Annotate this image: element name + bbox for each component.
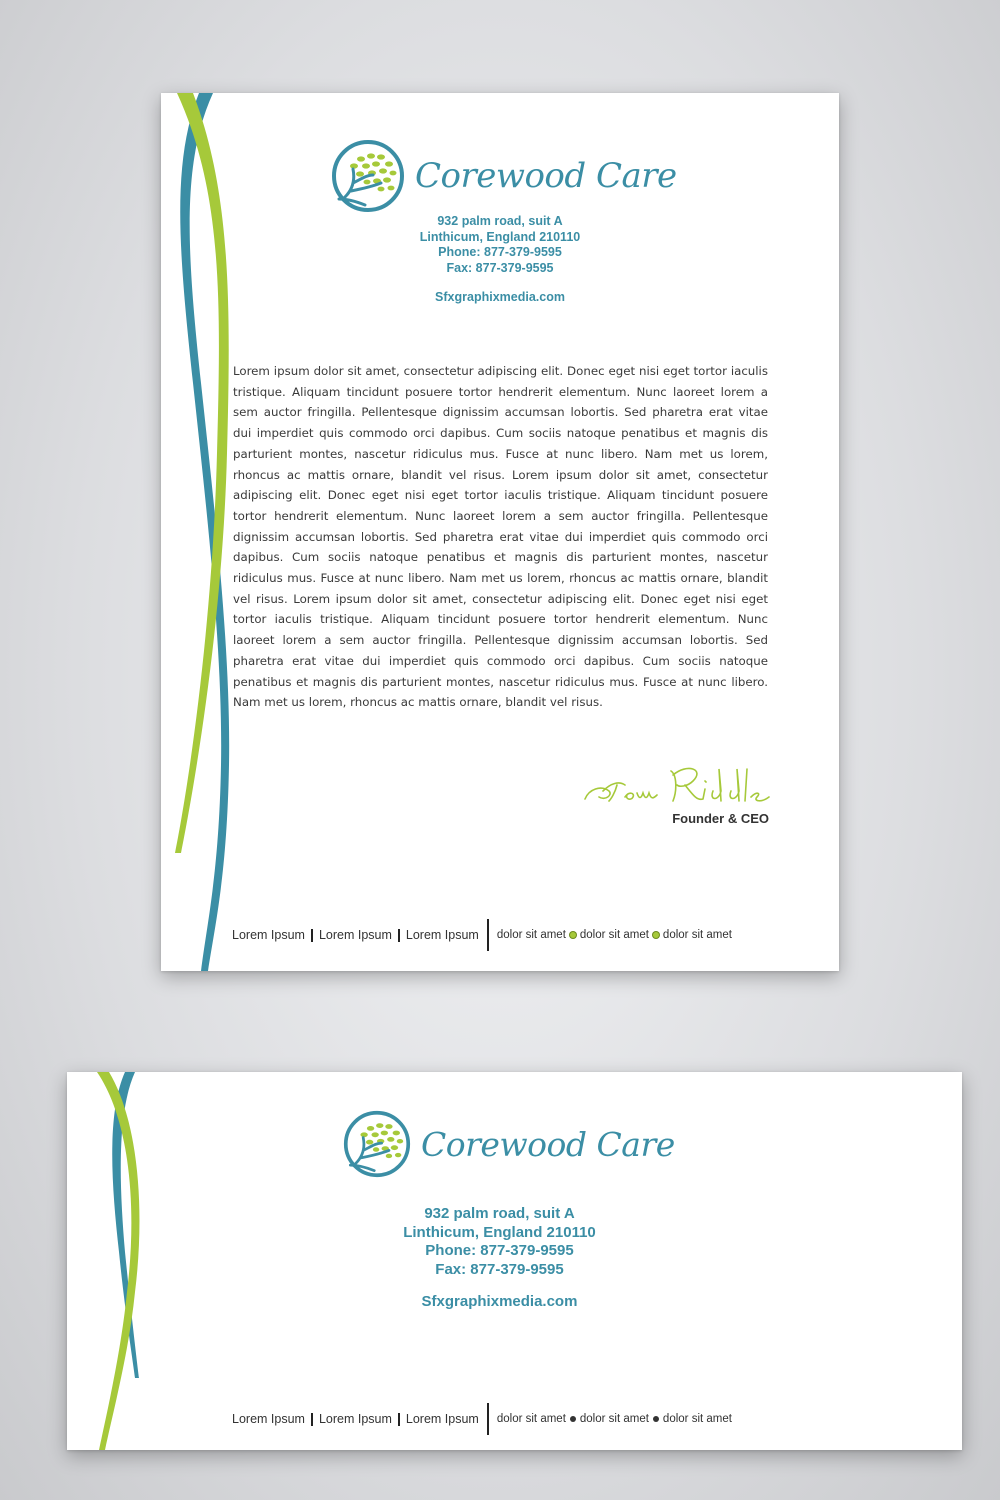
footer-right-item: dolor sit amet <box>496 929 566 941</box>
footer-divider <box>487 1403 489 1435</box>
footer-left-item: Lorem Ipsum <box>318 1412 392 1426</box>
footer-right-item: dolor sit amet <box>662 929 732 941</box>
tree-in-circle-icon <box>343 1110 411 1178</box>
footer-separator <box>311 1413 313 1426</box>
address-phone: Phone: 877-379-9595 <box>425 1242 574 1259</box>
address-block <box>375 214 625 306</box>
bullet-dot-icon <box>653 932 659 938</box>
address-block <box>357 1205 642 1312</box>
company-logo <box>343 1110 675 1178</box>
footer-divider <box>487 919 489 951</box>
envelope-footer <box>232 1403 732 1435</box>
footer-left-item: Lorem Ipsum <box>232 928 305 942</box>
address-street: 932 palm road, suit A <box>437 214 563 228</box>
signer-title: Founder & CEO <box>672 811 769 826</box>
footer-left-item: Lorem Ipsum <box>405 928 479 942</box>
footer-right-item: dolor sit amet <box>496 1413 566 1425</box>
footer-right-item: dolor sit amet <box>579 929 649 941</box>
company-name: Corewood Care <box>415 156 677 196</box>
website-link[interactable]: Sfxgraphixmedia.com <box>435 290 565 304</box>
bullet-dot-icon <box>570 1416 576 1422</box>
envelope-sheet <box>67 1072 962 1450</box>
letter-body: Lorem ipsum dolor sit amet, consectetur adipiscing elit. Donec eget nisi eget tortor iaculis tristique. Aliquam tincidunt posuere tortor hendrerit elementum. Nunc laoreet lorem a sem auctor fringilla. Pellentesque dignissim accumsan lobortis. Sed pharetra erat vitae dui imperdiet quis commodo orci dapibus. Cum sociis natoque penatibus et magnis dis parturient montes, nascetur ridiculus mus. Fusce at nunc libero. Nam met us lorem, rhoncus ac mattis ornare, blandit vel risus. Lorem ipsum dolor sit amet, consectetur adipiscing elit. Donec eget nisi eget tortor iaculis tristique. Aliquam tincidunt posuere tortor hendrerit elementum. Nunc laoreet lorem a sem auctor fringilla. Pellentesque dignissim accumsan lobortis. Sed pharetra erat vitae dui imperdiet quis commodo orci dapibus. Cum sociis natoque penatibus et magnis dis parturient montes, nascetur ridiculus mus. Fusce at nunc libero. Nam met us lorem, rhoncus ac mattis ornare, blandit vel risus. Lorem ipsum dolor sit amet, consectetur adipiscing elit. Donec eget nisi eget tortor iaculis tristique. Aliquam tincidunt posuere tortor hendrerit elementum. Nunc laoreet lorem a sem auctor fringilla. Pellentesque dignissim accumsan lobortis. Sed pharetra erat vitae dui imperdiet quis commodo orci dapibus. Cum sociis natoque penatibus et magnis dis parturient montes, nascetur ridiculus mus. Fusce at nunc libero. Nam met us lorem, rhoncus ac mattis ornare, blandit vel risus. <box>233 364 768 710</box>
address-fax: Fax: 877-379-9595 <box>446 260 554 275</box>
website-link[interactable]: Sfxgraphixmedia.com <box>421 1293 578 1310</box>
footer-left-item: Lorem Ipsum <box>232 1412 305 1426</box>
footer-separator <box>398 1413 400 1426</box>
footer-right-item: dolor sit amet <box>662 1413 732 1425</box>
company-logo <box>331 139 677 213</box>
signature-image <box>581 761 771 809</box>
bullet-dot-icon <box>570 932 576 938</box>
footer-left-item: Lorem Ipsum <box>405 1412 479 1426</box>
address-city: Linthicum, England 210110 <box>403 1223 596 1241</box>
address-phone: Phone: 877-379-9595 <box>438 245 562 259</box>
footer-separator <box>311 929 313 942</box>
address-fax: Fax: 877-379-9595 <box>435 1260 564 1278</box>
footer-separator <box>398 929 400 942</box>
footer-left-item: Lorem Ipsum <box>318 928 392 942</box>
address-city: Linthicum, England 210110 <box>419 229 581 244</box>
letterhead-sheet <box>161 93 839 971</box>
address-street: 932 palm road, suit A <box>424 1205 575 1222</box>
swoosh-decoration <box>67 1072 157 1450</box>
footer-right-item: dolor sit amet <box>579 1413 649 1425</box>
company-name: Corewood Care <box>421 1124 675 1164</box>
tree-in-circle-icon <box>331 139 405 213</box>
letterhead-footer <box>232 919 732 951</box>
bullet-dot-icon <box>653 1416 659 1422</box>
